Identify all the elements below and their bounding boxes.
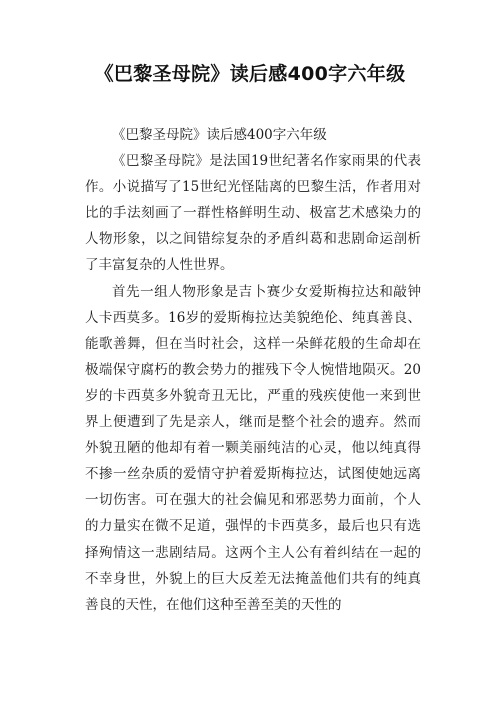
paragraph-intro: 《巴黎圣母院》是法国19世纪著名作家雨果的代表作。小说描写了15世纪光怪陆离的巴黎生活，作者用对比的手法刻画了一群性格鲜明生动、极富艺术感染力的人物形象，以之间错综复杂的矛盾纠葛和悲剧命运剖析了丰富复杂的人性世界。: [85, 153, 421, 274]
paragraph-characters: 首先一组人物形象是吉卜赛少女爱斯梅拉达和敲钟人卡西莫多。16岁的爱斯梅拉达美貌绝伦、纯真善良、能歌善舞，但在当时社会，这样一朵鲜花般的生命却在极端保守腐朽的教会势力的摧残下令人惋惜地陨灭。20岁的卡西莫多外貌奇丑无比，严重的残疾使他一来到世界上便遭到了先是亲人，继而是整个社会的遗弃。然而外貌丑陋的他却有着一颗美丽纯洁的心灵，他以纯真得不掺一丝杂质的爱情守护着爱斯梅拉达，试图使她远离一切伤害。可在强大的社会偏见和邪恶势力面前，个人的力量实在微不足道，强悍的卡西莫多，最后也只有选择殉情这一悲剧结局。这两个主人公有着纠结在一起的不幸身世，外貌上的巨大反差无法掩盖他们共有的纯真善良的天性，在他们这种至善至美的天性的: [85, 283, 421, 613]
document-body: [85, 122, 421, 618]
document-title: 《巴黎圣母院》读后感400字六年级: [94, 63, 406, 85]
paragraph-subtitle: 《巴黎圣母院》读后感400字六年级: [112, 127, 327, 143]
